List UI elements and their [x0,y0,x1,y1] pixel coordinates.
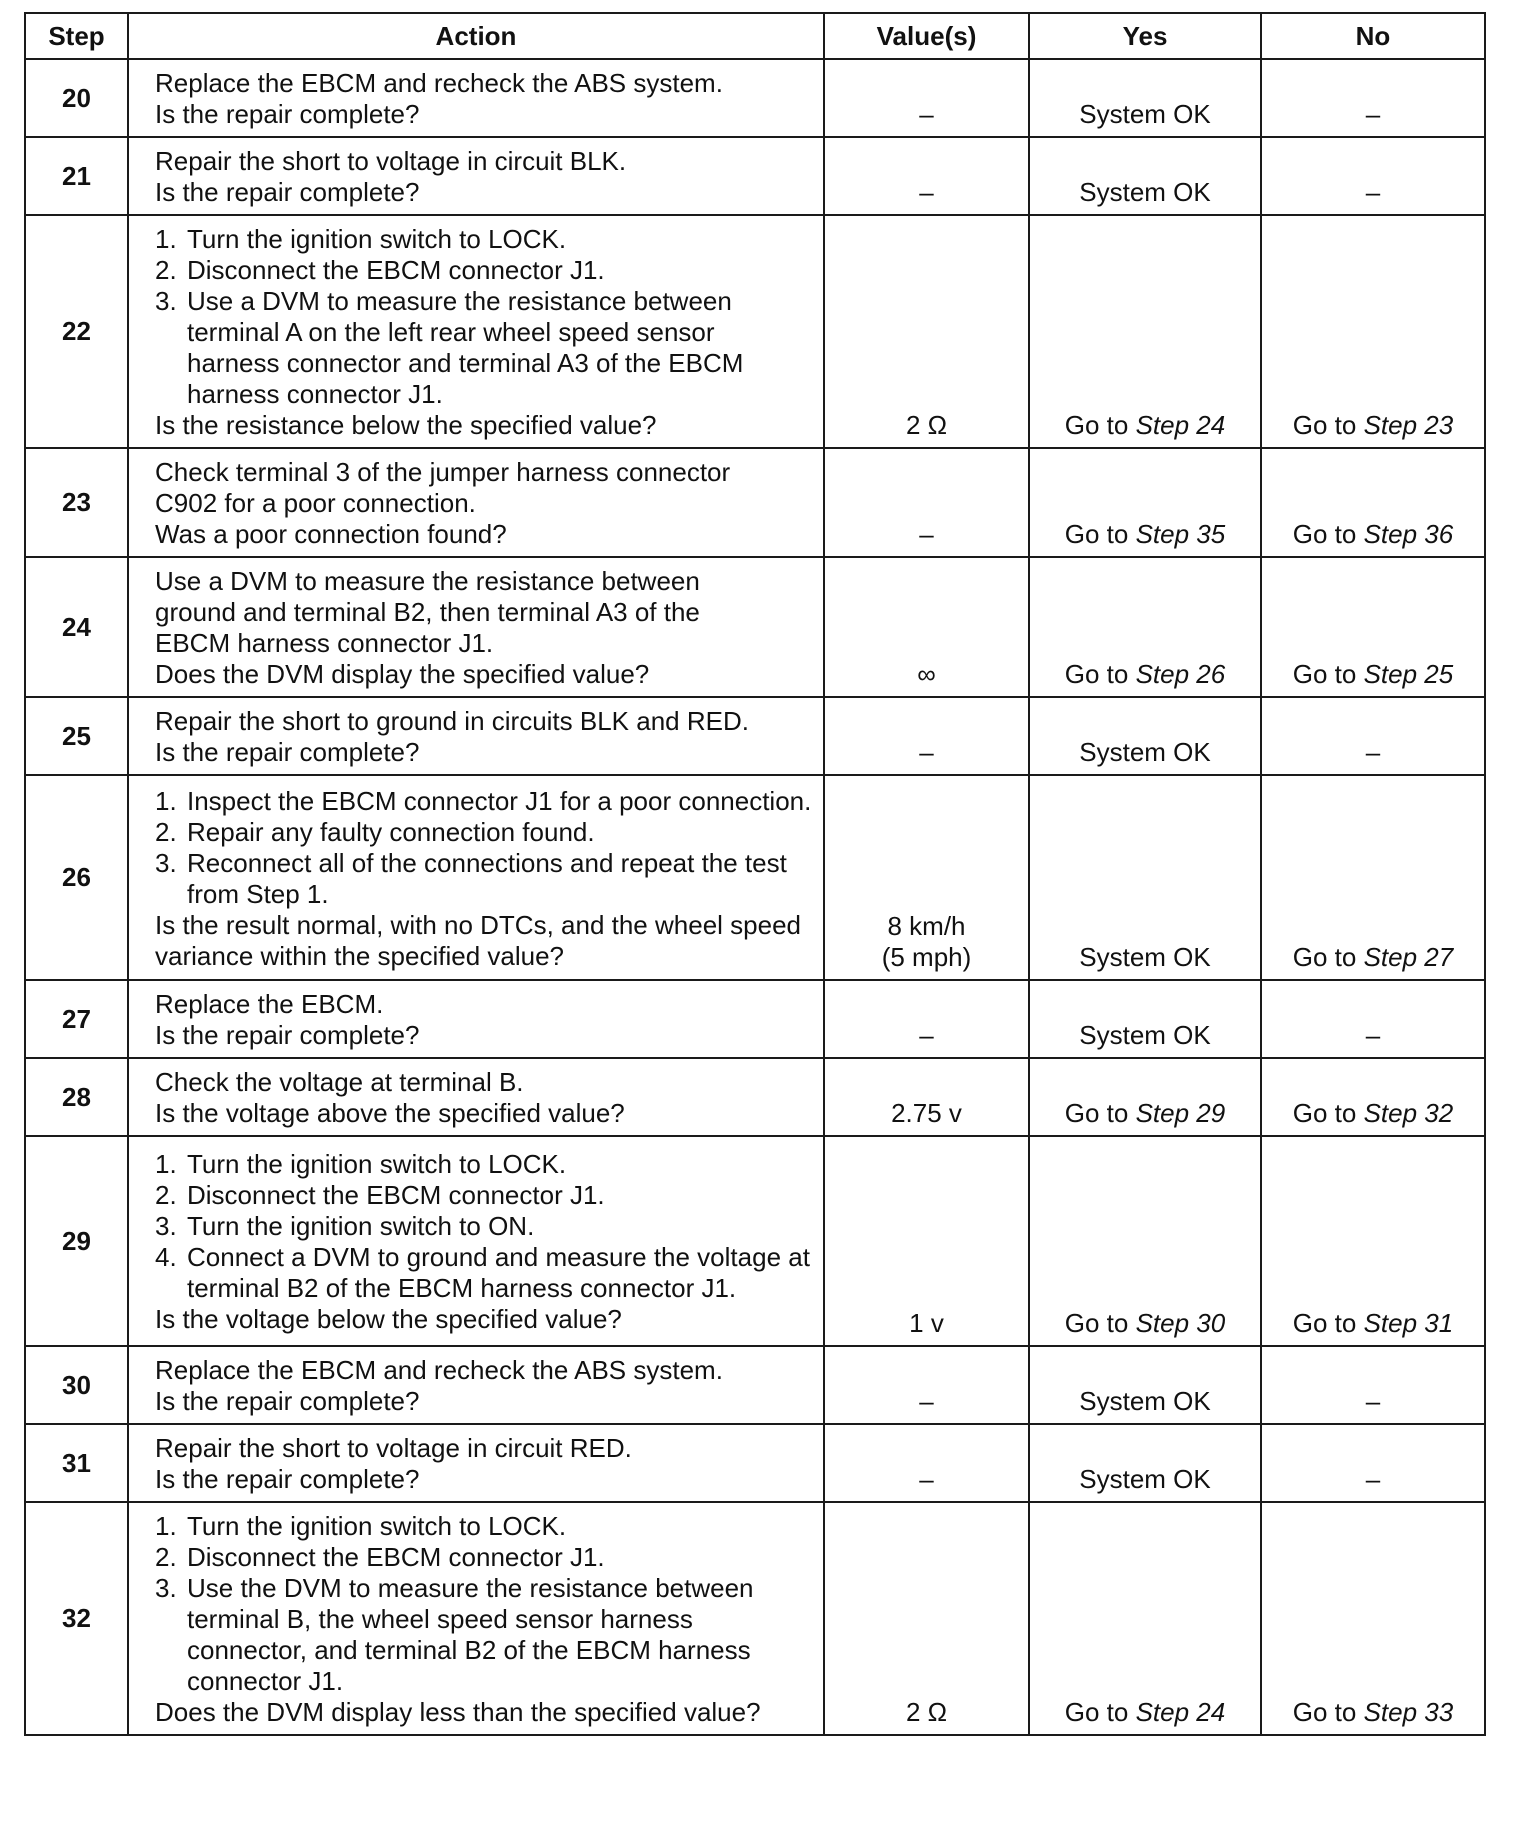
action-cell [128,557,824,697]
action-item [155,1149,813,1180]
action-item [155,1211,813,1242]
no-cell: Go to Step 31 [1261,1136,1485,1346]
action-question: Was a poor connection found? [155,519,507,549]
step-number: 28 [25,1058,128,1136]
action-line: C902 for a poor connection. [155,488,476,518]
item-text: Disconnect the EBCM connector J1. [187,1542,605,1572]
action-question: Is the repair complete? [155,1386,420,1416]
no-cell: – [1261,137,1485,215]
value-cell: – [824,448,1029,557]
action-list [155,224,813,410]
action-question: Is the result normal, with no DTCs, and the wheel speed variance within the specified value? [155,909,801,971]
action-item [155,1542,813,1573]
item-number: 2. [155,1180,177,1210]
action-question: Is the repair complete? [155,1020,420,1050]
action-item [155,1180,813,1211]
no-cell: – [1261,59,1485,137]
yes-cell: System OK [1029,697,1261,775]
item-number: 2. [155,816,177,847]
action-list [155,1511,813,1697]
action-cell [128,1058,824,1136]
action-line: Use a DVM to measure the resistance between [155,566,700,596]
action-list [155,1149,813,1304]
value-cell: 2 Ω [824,215,1029,448]
value-cell: 2.75 v [824,1058,1029,1136]
action-line: EBCM harness connector J1. [155,628,494,658]
item-number: 2. [155,255,177,285]
table-row [25,557,1485,697]
yes-cell: Go to Step 24 [1029,1502,1261,1735]
no-cell: – [1261,1424,1485,1502]
action-question: Is the repair complete? [155,177,420,207]
action-item [155,255,813,286]
action-line: Repair the short to voltage in circuit RED. [155,1433,632,1463]
yes-cell: System OK [1029,1424,1261,1502]
yes-cell: System OK [1029,775,1261,980]
action-cell [128,1136,824,1346]
action-cell [128,775,824,980]
step-number: 26 [25,775,128,980]
value-line: (5 mph) [881,942,972,972]
step-number: 24 [25,557,128,697]
action-item [155,1511,813,1542]
header-yes: Yes [1029,13,1261,59]
yes-cell: System OK [1029,59,1261,137]
action-question: Is the repair complete? [155,99,420,129]
action-cell [128,137,824,215]
action-question: Is the repair complete? [155,1464,420,1494]
no-cell: Go to Step 32 [1261,1058,1485,1136]
item-number: 3. [155,1211,177,1241]
item-text: Use a DVM to measure the resistance between terminal A on the left rear wheel speed sensor harness connector and terminal A3 of the EBCM harness connector J1. [187,286,744,409]
action-cell [128,1424,824,1502]
action-list [155,786,813,910]
no-cell: Go to Step 27 [1261,775,1485,980]
no-cell: Go to Step 25 [1261,557,1485,697]
step-number: 27 [25,980,128,1058]
action-cell [128,59,824,137]
action-question: Is the repair complete? [155,737,420,767]
action-question: Is the voltage below the specified value? [155,1304,622,1334]
yes-cell: System OK [1029,1346,1261,1424]
item-text: Inspect the EBCM connector J1 for a poor connection. [187,785,812,816]
item-number: 2. [155,1542,177,1572]
value-cell: – [824,59,1029,137]
item-text: Reconnect all of the connections and repeat the test from Step 1. [187,847,787,909]
action-cell [128,697,824,775]
action-line: Replace the EBCM. [155,989,384,1019]
table-row [25,215,1485,448]
action-question: Is the voltage above the specified value? [155,1098,625,1128]
action-line: Check terminal 3 of the jumper harness connector [155,457,731,487]
step-number: 25 [25,697,128,775]
header-action: Action [128,13,824,59]
item-text: Turn the ignition switch to LOCK. [187,224,567,254]
value-cell: – [824,980,1029,1058]
header-row [25,13,1485,59]
action-cell [128,1502,824,1735]
action-cell [128,980,824,1058]
no-cell: Go to Step 36 [1261,448,1485,557]
action-line: Replace the EBCM and recheck the ABS system. [155,1355,723,1385]
table-row [25,1136,1485,1346]
no-cell: Go to Step 23 [1261,215,1485,448]
action-cell [128,1346,824,1424]
value-cell: – [824,1346,1029,1424]
value-cell: ∞ [824,557,1029,697]
action-item [155,286,813,410]
action-cell [128,215,824,448]
action-line: Replace the EBCM and recheck the ABS system. [155,68,723,98]
value-line: 8 km/h [887,911,966,941]
item-number: 3. [155,847,177,878]
header-no: No [1261,13,1485,59]
step-number: 31 [25,1424,128,1502]
action-question: Is the resistance below the specified value? [155,410,657,440]
step-number: 23 [25,448,128,557]
value-cell: 2 Ω [824,1502,1029,1735]
value-cell: – [824,697,1029,775]
step-number: 32 [25,1502,128,1735]
action-line: Repair the short to voltage in circuit BLK. [155,146,627,176]
item-text: Turn the ignition switch to LOCK. [187,1511,567,1541]
item-text: Disconnect the EBCM connector J1. [187,255,605,285]
action-cell [128,448,824,557]
item-text: Use the DVM to measure the resistance between terminal B, the wheel speed sensor harness connector, and terminal B2 of the EBCM harness connector J1. [187,1573,754,1696]
item-number: 1. [155,1511,177,1541]
item-text: Connect a DVM to ground and measure the voltage at terminal B2 of the EBCM harness connector J1. [187,1242,810,1303]
action-line: ground and terminal B2, then terminal A3 of the [155,597,700,627]
table-row [25,775,1485,980]
action-item [155,817,813,848]
yes-cell: System OK [1029,137,1261,215]
table-row [25,980,1485,1058]
table-row [25,697,1485,775]
yes-cell: Go to Step 26 [1029,557,1261,697]
item-text: Turn the ignition switch to LOCK. [187,1149,567,1179]
item-number: 3. [155,1573,177,1603]
action-item [155,1573,813,1697]
value-cell: 1 v [824,1136,1029,1346]
header-step: Step [25,13,128,59]
no-cell: – [1261,980,1485,1058]
diagnostic-table [24,12,1486,1736]
table-row [25,59,1485,137]
table-row [25,1346,1485,1424]
yes-cell: Go to Step 29 [1029,1058,1261,1136]
table-row [25,1424,1485,1502]
step-number: 30 [25,1346,128,1424]
action-line: Check the voltage at terminal B. [155,1067,524,1097]
value-cell: – [824,137,1029,215]
item-text: Disconnect the EBCM connector J1. [187,1180,605,1210]
no-cell: Go to Step 33 [1261,1502,1485,1735]
step-number: 20 [25,59,128,137]
item-number: 1. [155,224,177,254]
item-number: 3. [155,286,177,316]
no-cell: – [1261,1346,1485,1424]
action-item [155,224,813,255]
step-number: 22 [25,215,128,448]
yes-cell: Go to Step 30 [1029,1136,1261,1346]
action-item [155,1242,813,1304]
yes-cell: Go to Step 24 [1029,215,1261,448]
yes-cell: System OK [1029,980,1261,1058]
step-number: 29 [25,1136,128,1346]
action-item [155,786,813,817]
value-cell [824,775,1029,980]
no-cell: – [1261,697,1485,775]
item-number: 1. [155,1149,177,1179]
action-item [155,848,813,910]
table-row [25,448,1485,557]
item-text: Turn the ignition switch to ON. [187,1211,535,1241]
item-number: 4. [155,1242,177,1272]
value-cell: – [824,1424,1029,1502]
header-values: Value(s) [824,13,1029,59]
item-number: 1. [155,785,177,816]
yes-cell: Go to Step 35 [1029,448,1261,557]
table-row [25,137,1485,215]
action-question: Does the DVM display less than the specified value? [155,1697,761,1727]
table-row [25,1502,1485,1735]
action-question: Does the DVM display the specified value? [155,659,650,689]
step-number: 21 [25,137,128,215]
table-row [25,1058,1485,1136]
action-line: Repair the short to ground in circuits BLK and RED. [155,706,749,736]
item-text: Repair any faulty connection found. [187,816,595,847]
